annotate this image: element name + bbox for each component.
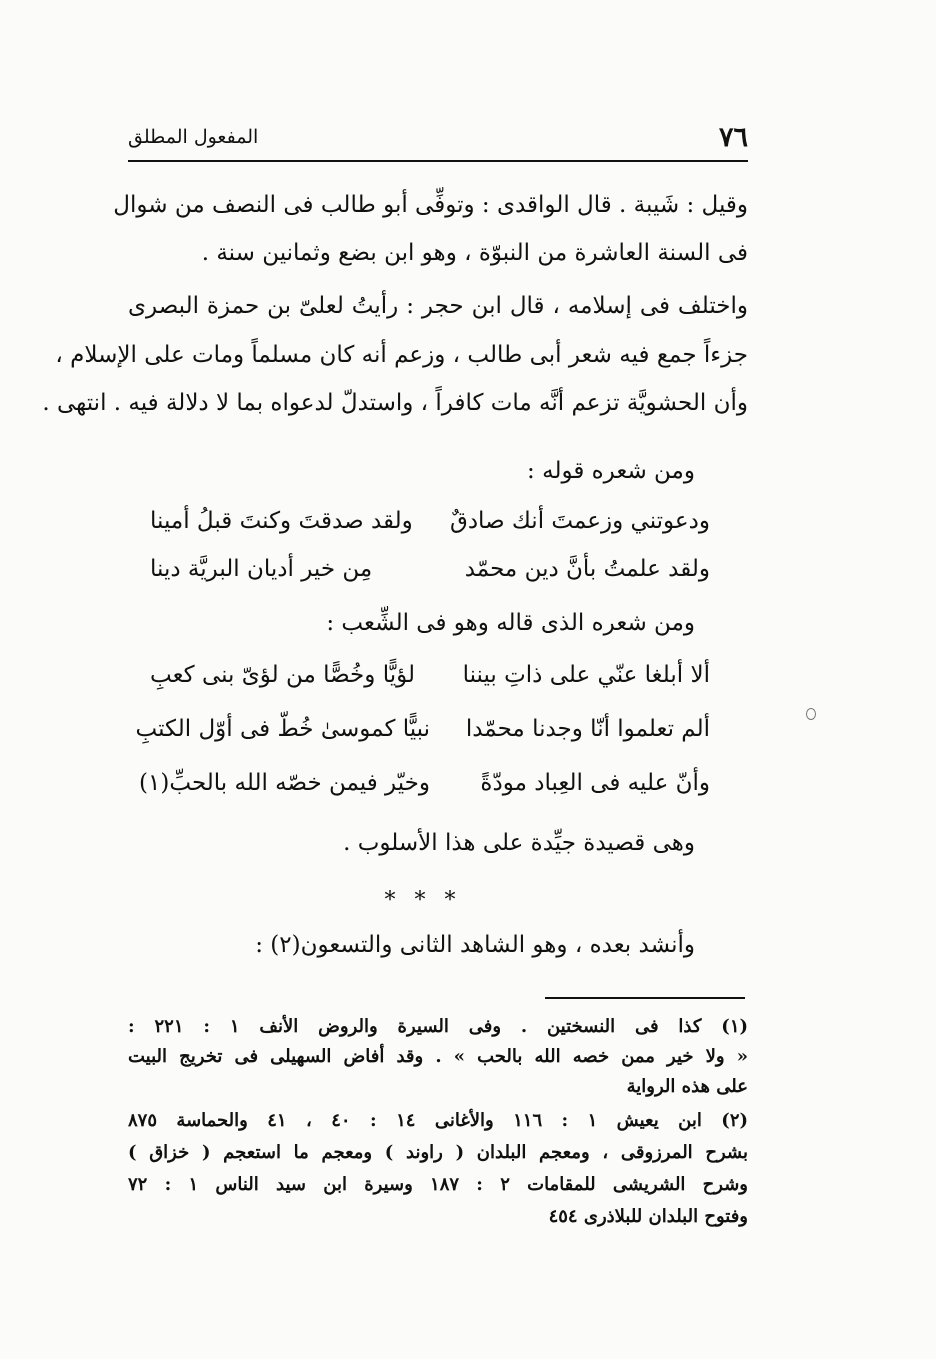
poem-1-verse-1 [150, 508, 710, 544]
paragraph-2-line-3: وأن الحشويَّة تزعم أنَّه مات كافراً ، واستدلّ لدعواه بما لا دلالة فيه . انتهى . [42, 390, 748, 416]
footnote-1-line-2: « ولا خير ممن خصه الله بالحب » . وقد أفاض السهيلى فى تخريج البيت [128, 1046, 748, 1067]
footnote-2-line-2: بشرح المرزوقى ، ومعجم البلدان ( راوند ) ومعجم ما استعجم ( خزاق ) [128, 1142, 748, 1163]
page-number: ٧٦ [718, 122, 748, 153]
verse-second-hemistich: ولقد صدقتَ وكنتَ قبلُ أمينا [150, 508, 413, 534]
poem-2-intro: ومن شعره الذى قاله وهو فى الشِّعب : [326, 610, 695, 636]
running-title: المفعول المطلق [128, 126, 259, 148]
next-witness-intro: وأنشد بعده ، وهو الشاهد الثانى والتسعون(٢) : [255, 932, 695, 958]
footnote-2-line-1: (٢) ابن يعيش ١ : ١١٦ والأغانى ١٤ : ٤٠ ، ٤١ والحماسة ٨٧٥ [128, 1110, 749, 1131]
verse-second-hemistich: نبيًّا كموسىٰ خُطّ فى أوّل الكتبِ [135, 716, 430, 742]
footnote-1-line-1: (١) كذا فى النسختين . وفى السيرة والروض الأنف ١ : ٢٢١ : [128, 1016, 749, 1037]
footnote-1-line-3: على هذه الرواية [626, 1076, 748, 1097]
closing-remark: وهى قصيدة جيِّدة على هذا الأسلوب . [343, 830, 695, 856]
paragraph-2-line-2: جزءاً جمع فيه شعر أبى طالب ، وزعم أنه كان مسلماً ومات على الإسلام ، [55, 342, 748, 368]
footnote-2-line-4: وفتوح البلدان للبلاذرى ٤٥٤ [548, 1206, 748, 1227]
section-separator: * * * [384, 888, 462, 913]
poem-1-verse-2 [150, 556, 710, 592]
header-rule [128, 160, 748, 162]
poem-2-verse-2 [135, 716, 710, 752]
paragraph-1-line-2: فى السنة العاشرة من النبوّة ، وهو ابن بضع وثمانين سنة . [201, 240, 748, 266]
verse-first-hemistich: وأنّ عليه فى العِباد مودّةً [480, 770, 710, 796]
verse-second-hemistich: لؤيًّا وخُصًّا من لؤىّ بنى كعبِ [150, 662, 415, 688]
footnote-2-line-3: وشرح الشريشى للمقامات ٢ : ١٨٧ وسيرة ابن سيد الناس ١ : ٧٢ [128, 1174, 749, 1195]
verse-second-hemistich: وخيّر فيمن خصّه الله بالحبِّ(١) [139, 770, 430, 796]
page-header [128, 120, 748, 160]
verse-first-hemistich: ولقد علمتُ بأنَّ دين محمّد [464, 556, 710, 582]
footnote-rule [545, 997, 745, 999]
verse-first-hemistich: ألا أبلغا عنّي على ذاتِ بيننا [462, 662, 710, 688]
paragraph-2-line-1: واختلف فى إسلامه ، قال ابن حجر : رأيتُ لعلىّ بن حمزة البصرى [128, 293, 748, 319]
verse-second-hemistich: مِن خير أديان البريَّة دينا [150, 556, 373, 582]
paragraph-1-line-1: وقيل : شَيبة . قال الواقدى : وتوفِّى أبو طالب فى النصف من شوال [113, 192, 748, 218]
poem-2-verse-1 [150, 662, 710, 698]
verse-first-hemistich: ودعوتني وزعمتَ أنك صادقٌ [449, 508, 710, 534]
poem-1-intro: ومن شعره قوله : [527, 458, 695, 484]
verse-first-hemistich: ألم تعلموا أنّا وجدنا محمّدا [465, 716, 710, 742]
margin-mark [806, 708, 816, 720]
poem-2-verse-3 [139, 770, 710, 806]
